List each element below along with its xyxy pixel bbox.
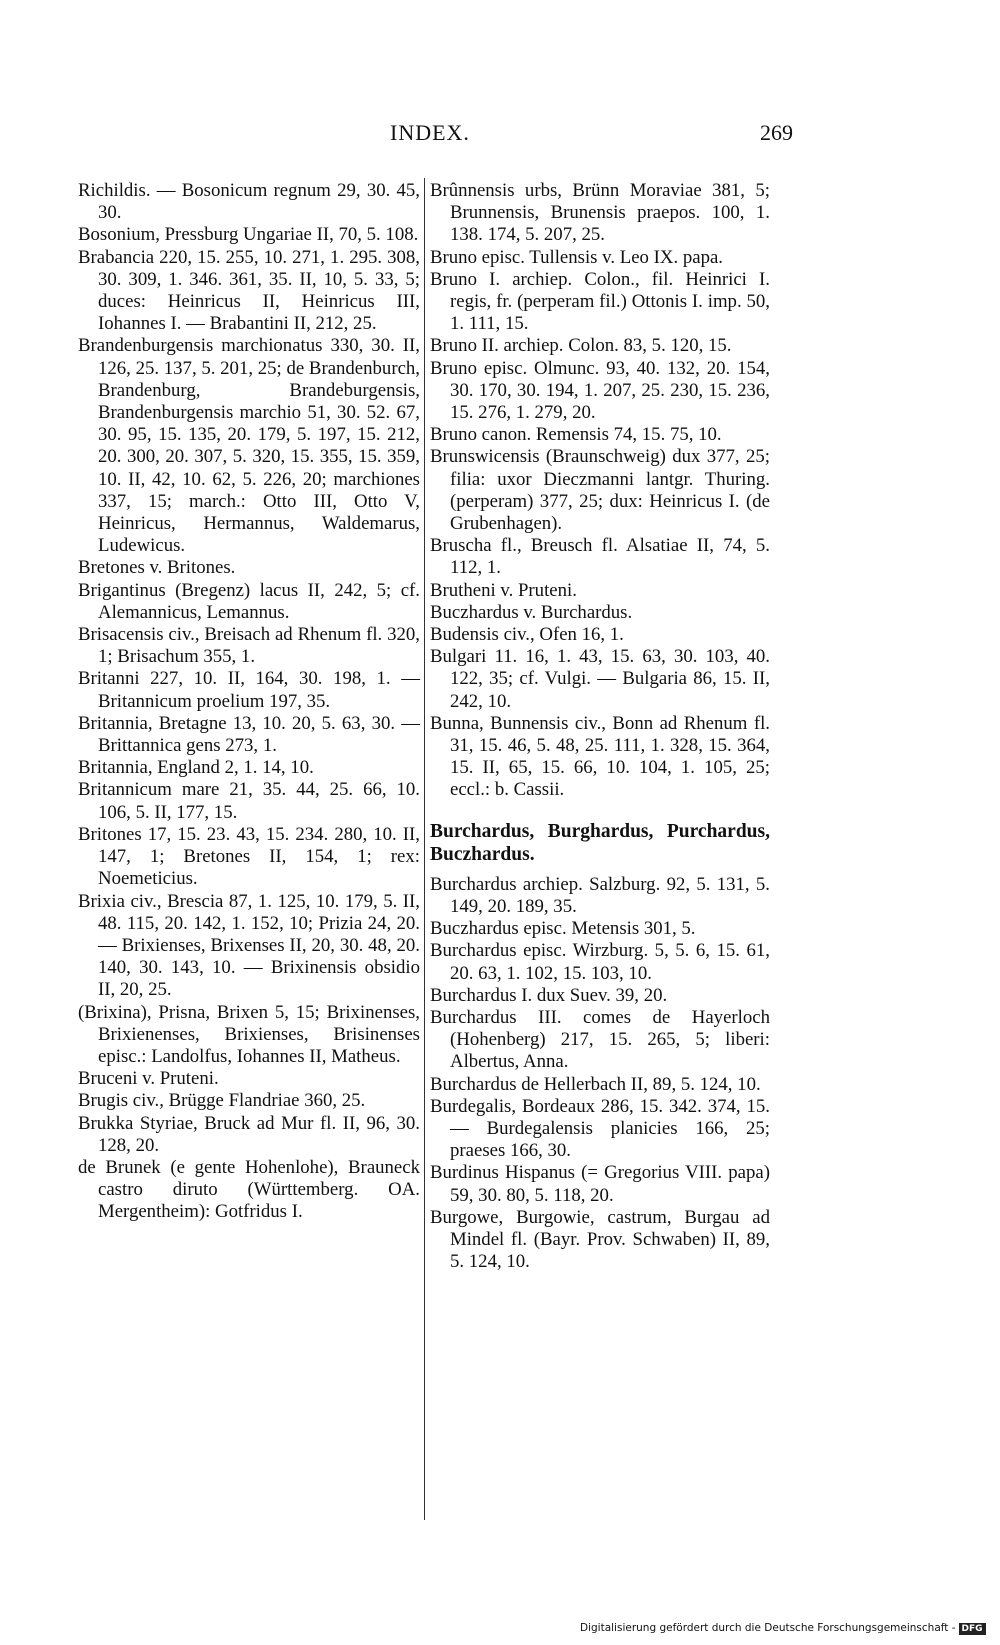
index-entry: Burgowe, Burgowie, castrum, Burgau ad Mindel fl. (Bayr. Prov. Schwaben) II, 89, 5. 124, 10.	[430, 1206, 770, 1273]
index-entry: Bruno I. archiep. Colon., fil. Heinrici I. regis, fr. (perperam fil.) Ottonis I. imp. 50, 1. 111, 15.	[430, 268, 770, 335]
page-title: INDEX.	[390, 120, 470, 145]
index-entry: Bruno canon. Remensis 74, 15. 75, 10.	[430, 424, 722, 446]
index-entry: Richildis. — Bosonicum regnum 29, 30. 45, 30.	[78, 180, 420, 224]
index-entry: Brigantinus (Bregenz) lacus II, 242, 5; cf. Alemannicus, Lemannus.	[78, 579, 420, 623]
index-entry: Brabancia 220, 15. 255, 10. 271, 1. 295. 308, 30. 309, 1. 346. 361, 35. II, 10, 5. 33, 5; duces: Heinricus II, Heinricus III, Iohannes I. — Brabantini II, 212, 25.	[78, 246, 420, 335]
index-entry: Burchardus episc. Wirzburg. 5, 5. 6, 15. 61, 20. 63, 1. 102, 15. 103, 10.	[430, 940, 770, 984]
index-entry: Burdegalis, Bordeaux 286, 15. 342. 374, 15. — Burdegalensis planicies 166, 25; praeses 166, 30.	[430, 1095, 770, 1162]
index-entry: Brukka Styriae, Bruck ad Mur fl. II, 96, 30. 128, 20.	[78, 1112, 420, 1156]
index-entry: Bruno episc. Tullensis v. Leo IX. papa.	[430, 246, 723, 268]
index-entry: Bruno II. archiep. Colon. 83, 5. 120, 15.	[430, 335, 732, 357]
index-entry: Buczhardus v. Burchardus.	[430, 601, 633, 623]
index-entry: Brûnnensis urbs, Brünn Moraviae 381, 5; Brunnensis, Brunensis praepos. 100, 1. 138. 174, 5. 207, 25.	[430, 180, 770, 246]
index-entry: Brunswicensis (Braunschweig) dux 377, 25; filia: uxor Dieczmanni lantgr. Thuring. (perperam) 377, 25; dux: Heinricus I. (de Grubenhagen).	[430, 446, 770, 535]
index-entry: Budensis civ., Ofen 16, 1.	[430, 624, 624, 646]
index-entry: de Brunek (e gente Hohenlohe), Brauneck castro diruto (Württemberg. OA. Mergentheim): Gotfridus I.	[78, 1156, 420, 1223]
index-entry: Britannia, Bretagne 13, 10. 20, 5. 63, 30. — Brittannica gens 273, 1.	[78, 712, 420, 757]
index-entry: Burdinus Hispanus (= Gregorius VIII. papa) 59, 30. 80, 5. 118, 20.	[430, 1162, 770, 1206]
index-entry: Burchardus I. dux Suev. 39, 20.	[430, 984, 668, 1006]
index-entry: Burchardus archiep. Salzburg. 92, 5. 131, 5. 149, 20. 189, 35.	[430, 873, 770, 917]
index-entry: Brixia civ., Brescia 87, 1. 125, 10. 179, 5. II, 48. 115, 20. 142, 1. 152, 10; Prizia 24, 20. — Brixienses, Brixenses II, 20, 30. 48, 20. 140, 30. 143, 10. — Brixinensis obsidio II, 20, 25.	[78, 890, 420, 1001]
index-entry: Bretones v. Britones.	[78, 557, 236, 579]
index-entry: Brandenburgensis marchionatus 330, 30. II, 126, 25. 137, 5. 201, 25; de Brandenburch, Brandenburg, Brandeburgensis, Brandenburgensis marchio 51, 30. 52. 67, 30. 95, 15. 135, 20. 179, 5. 197, 15. 212, 20. 300, 20. 307, 5. 320, 15. 355, 15. 359, 10. II, 42, 10. 62, 5. 226, 20; marchiones 337, 15; march.: Otto III, Otto V, Heinricus, Hermannus, Waldemarus, Ludewicus.	[78, 335, 420, 557]
index-entry: (Brixina), Prisna, Brixen 5, 15; Brixinenses, Brixienenses, Brixienses, Brisinenses episc.: Landolfus, Iohannes II, Matheus.	[78, 1001, 420, 1067]
index-entry: Britanni 227, 10. II, 164, 30. 198, 1. — Britannicum proelium 197, 35.	[78, 668, 420, 712]
page-number: 269	[760, 120, 793, 145]
index-entry: Bruno episc. Olmunc. 93, 40. 132, 20. 154, 30. 170, 30. 194, 1. 207, 25. 230, 15. 236, 15. 276, 1. 279, 20.	[430, 357, 770, 424]
index-entry: Britannicum mare 21, 35. 44, 25. 66, 10. 106, 5. II, 177, 15.	[78, 779, 420, 823]
index-entry: Brisacensis civ., Breisach ad Rhenum fl. 320, 1; Brisachum 355, 1.	[78, 624, 420, 668]
index-entry: Bosonium, Pressburg Ungariae II, 70, 5. 108.	[78, 224, 419, 246]
index-entry: Burchardus de Hellerbach II, 89, 5. 124, 10.	[430, 1073, 761, 1095]
index-entry: Buczhardus episc. Metensis 301, 5.	[430, 918, 696, 940]
index-entry: Bulgari 11. 16, 1. 43, 15. 63, 30. 103, 40. 122, 35; cf. Vulgi. — Bulgaria 86, 15. II, 242, 10.	[430, 646, 770, 712]
column-divider	[424, 178, 425, 1520]
footer-text: Digitalisierung gefördert durch die Deutsche Forschungsgemeinschaft -	[580, 1622, 956, 1634]
index-entry: Bruceni v. Pruteni.	[78, 1068, 219, 1090]
index-entry: Burchardus III. comes de Hayerloch (Hohenberg) 217, 15. 265, 5; liberi: Albertus, Anna.	[430, 1006, 770, 1073]
right-column	[430, 180, 770, 1273]
index-entry: Brutheni v. Pruteni.	[430, 579, 577, 601]
index-entry: Britannia, England 2, 1. 14, 10.	[78, 757, 314, 779]
dfg-logo: DFG	[959, 1623, 986, 1635]
left-column	[78, 180, 420, 1224]
index-entry: Bruscha fl., Breusch fl. Alsatiae II, 74, 5. 112, 1.	[430, 535, 770, 579]
index-entry: Bunna, Bunnensis civ., Bonn ad Rhenum fl. 31, 15. 46, 5. 48, 25. 111, 1. 328, 15. 364, 15. II, 65, 15. 66, 10. 104, 1. 105, 25; eccl.: b. Cassii.	[430, 712, 770, 801]
index-entry: Britones 17, 15. 23. 43, 15. 234. 280, 10. II, 147, 1; Bretones II, 154, 1; rex: Noemeticius.	[78, 823, 420, 890]
page-header	[0, 120, 1000, 150]
section-heading: Burchardus, Burghardus, Purchardus, Buczhardus.	[430, 820, 770, 865]
index-entry: Brugis civ., Brügge Flandriae 360, 25.	[78, 1090, 366, 1112]
footer-credit	[580, 1622, 986, 1635]
